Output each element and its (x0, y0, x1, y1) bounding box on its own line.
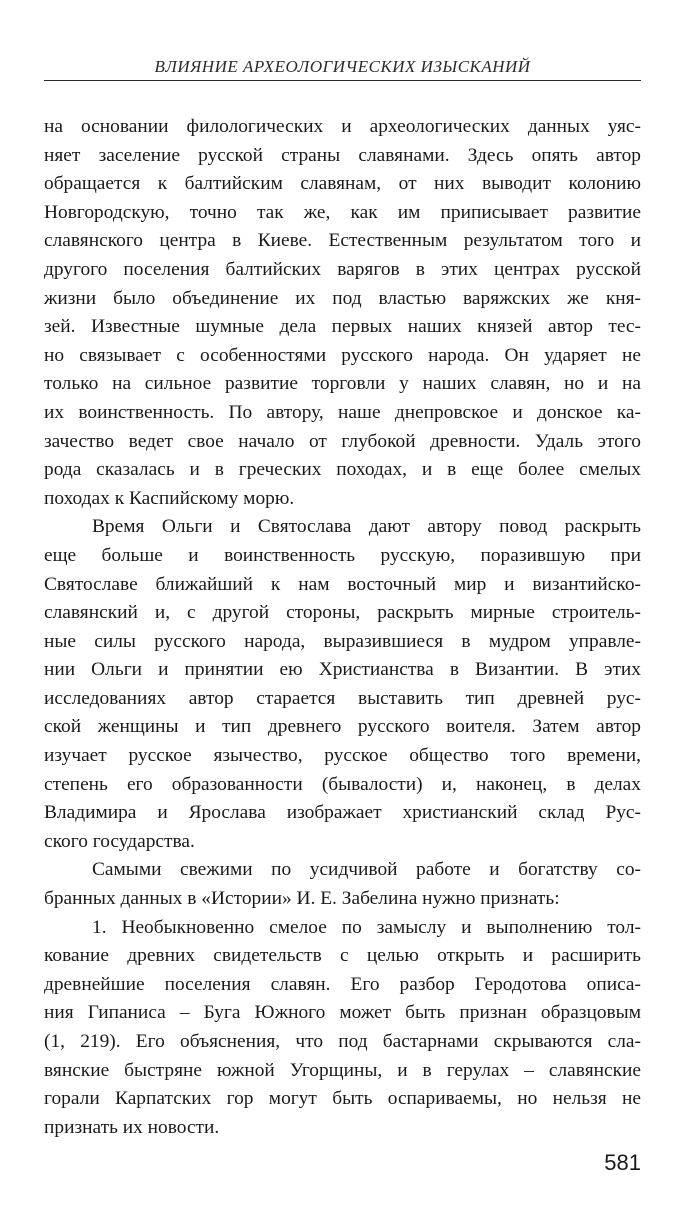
text-line: но связывает с особенностями русского народа. Он ударяет не (44, 344, 641, 366)
text-line: степень его образованности (бывалости) и, наконец, в делах (44, 773, 641, 795)
paragraph (44, 914, 641, 1143)
text-line: рода сказалась и в греческих походах, и в еще более смелых (44, 459, 641, 481)
text-line: Самыми свежими по усидчивой работе и богатству со- (92, 859, 641, 881)
text-line: признать их новости. (44, 1116, 220, 1138)
text-line: вянские быстряне южной Угорщины, и в герулах – славянские (44, 1059, 641, 1081)
paragraph (44, 113, 641, 513)
body-text (44, 113, 641, 1142)
text-line: жизни было объединение их под властью варяжских же кня- (44, 287, 641, 309)
text-line: ской женщины и тип древнего русского воителя. Затем автор (44, 716, 641, 738)
text-line: нии Ольги и принятии ею Христианства в Византии. В этих (44, 659, 641, 681)
text-line: походах к Каспийскому морю. (44, 487, 295, 509)
running-header: ВЛИЯНИЕ АРХЕОЛОГИЧЕСКИХ ИЗЫСКАНИЙ (154, 57, 531, 76)
text-line: бранных данных в «Истории» И. Е. Забелина нужно признать: (44, 888, 560, 910)
text-line: няет заселение русской страны славянами. Здесь опять автор (44, 144, 641, 166)
text-line: горали Карпатских гор могут быть оспариваемы, но нельзя не (44, 1088, 641, 1110)
text-line: ния Гипаниса – Буга Южного может быть признан образцовым (44, 1002, 641, 1024)
text-line: славянского центра в Киеве. Естественным результатом того и (44, 230, 641, 252)
text-line: ского государства. (44, 830, 195, 852)
text-line: изучает русское язычество, русское общество того времени, (44, 745, 641, 767)
text-line: Новгородскую, точно так же, как им приписывает развитие (44, 201, 641, 223)
text-line: только на сильное развитие торговли у наших славян, но и на (44, 373, 641, 395)
text-line: исследованиях автор старается выставить тип древней рус- (44, 687, 641, 709)
text-line: обращается к балтийским славянам, от них выводит колонию (44, 173, 641, 195)
paragraph (44, 513, 641, 856)
text-line: другого поселения балтийских варягов в этих центрах русской (44, 258, 641, 280)
text-line: еще больше и воинственность русскую, поразившую при (44, 544, 641, 566)
text-line: славянский и, с другой стороны, раскрыть мирные строитель- (44, 602, 641, 624)
paragraph (44, 856, 641, 913)
text-line: зачество ведет свое начало от глубокой древности. Удаль этого (44, 430, 641, 452)
text-line: ные силы русского народа, выразившиеся в мудром управле- (44, 630, 641, 652)
text-line: их воинственность. По автору, наше днепровское и донское ка- (44, 401, 641, 423)
text-line: древнейшие поселения славян. Его разбор Геродотова описа- (44, 973, 641, 995)
text-line: 1. Необыкновенно смелое по замыслу и выполнению тол- (92, 916, 641, 938)
text-line: Святославе ближайший к нам восточный мир и византийско- (44, 573, 641, 595)
page-number: 581 (604, 1150, 641, 1175)
text-line: зей. Известные шумные дела первых наших князей автор тес- (44, 316, 641, 338)
text-line: кование древних свидетельств с целью открыть и расширить (44, 945, 641, 967)
header-rule (44, 80, 641, 81)
text-line: Время Ольги и Святослава дают автору повод раскрыть (92, 516, 641, 538)
text-line: Владимира и Ярослава изображает христианский склад Рус- (44, 802, 641, 824)
text-line: (1, 219). Его объяснения, что под бастарнами скрываются сла- (44, 1031, 641, 1052)
text-line: на основании филологических и археологических данных уяс- (44, 116, 641, 137)
